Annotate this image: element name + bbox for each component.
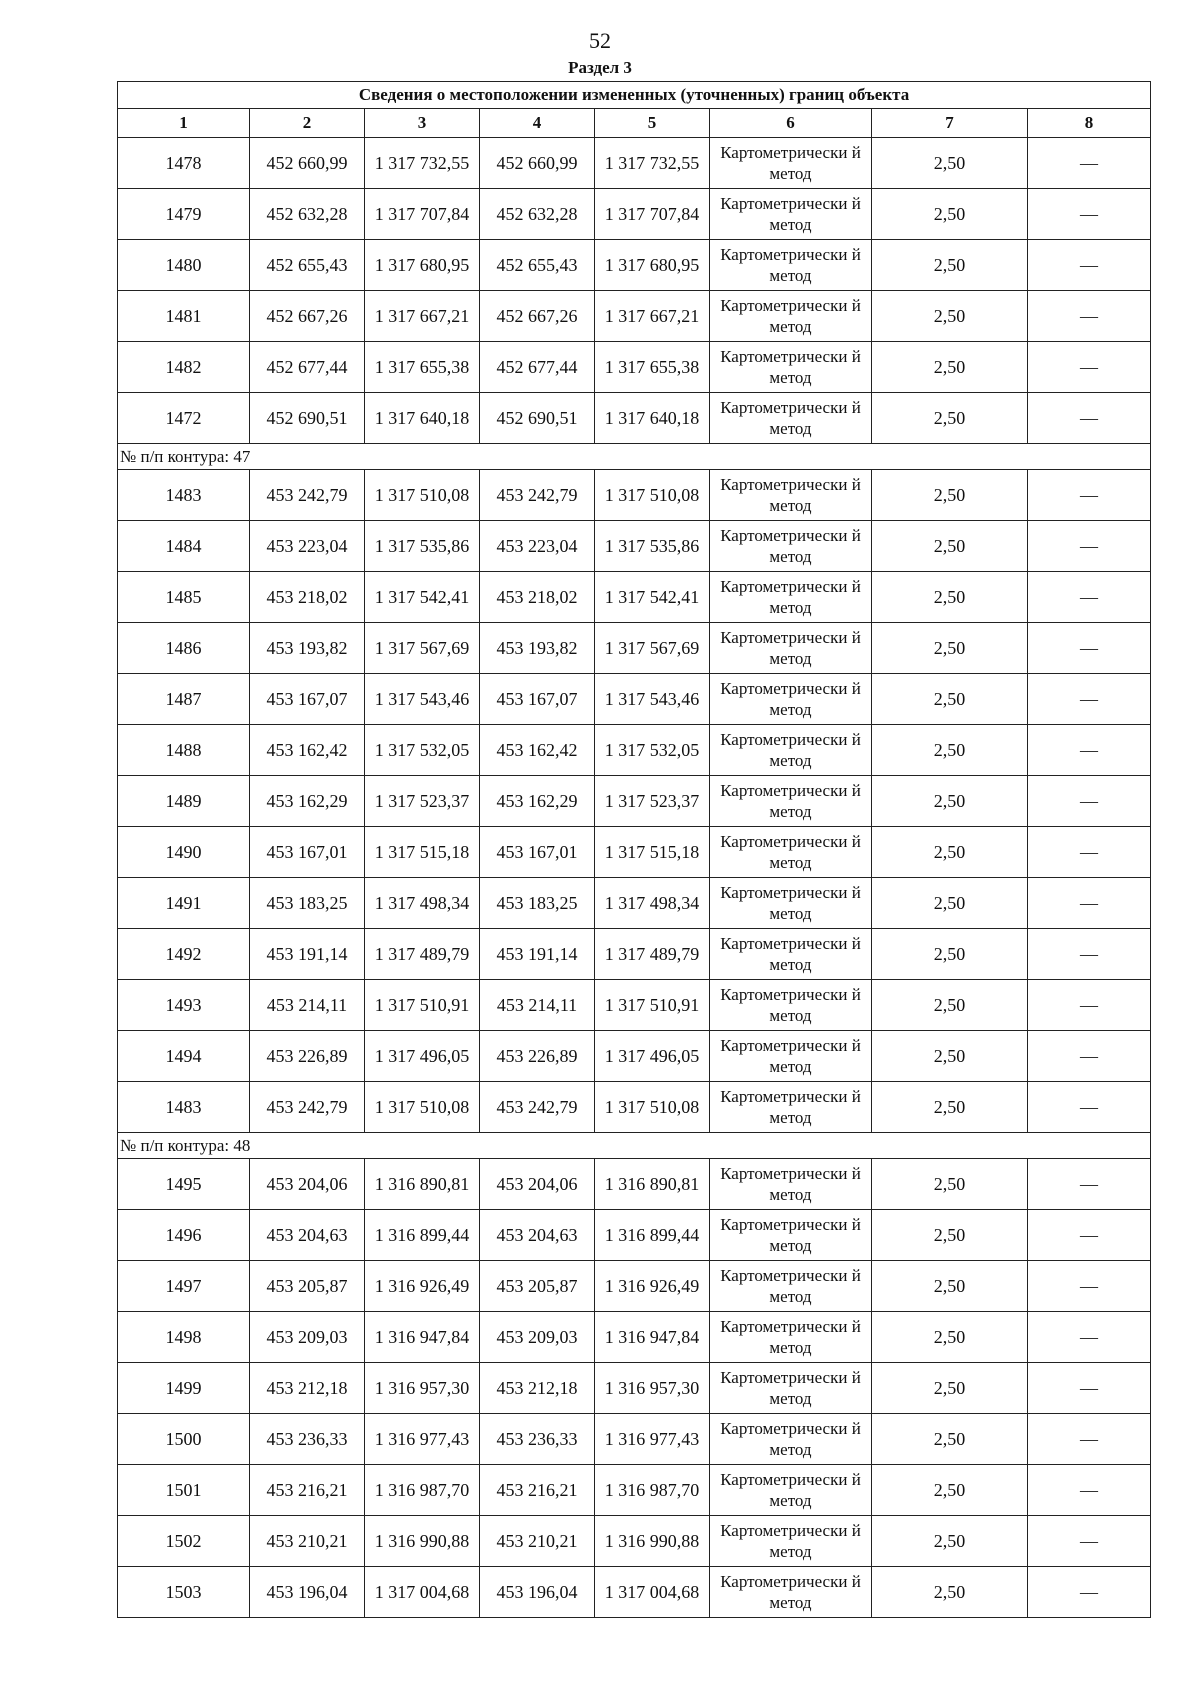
description-cell: — <box>1028 1082 1151 1133</box>
table-row <box>118 470 1151 521</box>
x-new-cell: 453 209,03 <box>480 1312 595 1363</box>
point-number-cell: 1484 <box>118 521 250 572</box>
table-row <box>118 725 1151 776</box>
y-new-cell: 1 317 732,55 <box>595 138 710 189</box>
point-number-cell: 1502 <box>118 1516 250 1567</box>
x-existing-cell: 453 242,79 <box>250 1082 365 1133</box>
accuracy-cell: 2,50 <box>872 1363 1028 1414</box>
point-number-cell: 1492 <box>118 929 250 980</box>
y-existing-cell: 1 316 890,81 <box>365 1159 480 1210</box>
method-cell: Картометрически й метод <box>710 342 872 393</box>
y-existing-cell: 1 317 680,95 <box>365 240 480 291</box>
description-cell: — <box>1028 470 1151 521</box>
point-number-cell: 1486 <box>118 623 250 674</box>
column-number: 1 <box>118 109 250 138</box>
description-cell: — <box>1028 189 1151 240</box>
y-new-cell: 1 316 977,43 <box>595 1414 710 1465</box>
method-cell: Картометрически й метод <box>710 1567 872 1618</box>
x-new-cell: 453 216,21 <box>480 1465 595 1516</box>
x-new-cell: 452 667,26 <box>480 291 595 342</box>
point-number-cell: 1482 <box>118 342 250 393</box>
column-number: 3 <box>365 109 480 138</box>
description-cell: — <box>1028 393 1151 444</box>
accuracy-cell: 2,50 <box>872 623 1028 674</box>
method-cell: Картометрически й метод <box>710 1465 872 1516</box>
x-new-cell: 453 162,42 <box>480 725 595 776</box>
table-row <box>118 827 1151 878</box>
description-cell: — <box>1028 929 1151 980</box>
table-row <box>118 1567 1151 1618</box>
accuracy-cell: 2,50 <box>872 1414 1028 1465</box>
accuracy-cell: 2,50 <box>872 1516 1028 1567</box>
description-cell: — <box>1028 776 1151 827</box>
description-cell: — <box>1028 1312 1151 1363</box>
point-number-cell: 1496 <box>118 1210 250 1261</box>
y-existing-cell: 1 316 987,70 <box>365 1465 480 1516</box>
description-cell: — <box>1028 1210 1151 1261</box>
y-existing-cell: 1 317 532,05 <box>365 725 480 776</box>
y-existing-cell: 1 317 510,91 <box>365 980 480 1031</box>
point-number-cell: 1498 <box>118 1312 250 1363</box>
y-existing-cell: 1 317 667,21 <box>365 291 480 342</box>
y-existing-cell: 1 317 707,84 <box>365 189 480 240</box>
y-new-cell: 1 317 532,05 <box>595 725 710 776</box>
y-new-cell: 1 317 655,38 <box>595 342 710 393</box>
point-number-cell: 1490 <box>118 827 250 878</box>
x-new-cell: 453 214,11 <box>480 980 595 1031</box>
column-number: 2 <box>250 109 365 138</box>
description-cell: — <box>1028 878 1151 929</box>
x-new-cell: 453 196,04 <box>480 1567 595 1618</box>
point-number-cell: 1483 <box>118 1082 250 1133</box>
accuracy-cell: 2,50 <box>872 342 1028 393</box>
table-row <box>118 1363 1151 1414</box>
x-existing-cell: 453 183,25 <box>250 878 365 929</box>
y-new-cell: 1 316 890,81 <box>595 1159 710 1210</box>
point-number-cell: 1503 <box>118 1567 250 1618</box>
x-existing-cell: 453 193,82 <box>250 623 365 674</box>
accuracy-cell: 2,50 <box>872 393 1028 444</box>
accuracy-cell: 2,50 <box>872 291 1028 342</box>
method-cell: Картометрически й метод <box>710 623 872 674</box>
method-cell: Картометрически й метод <box>710 1261 872 1312</box>
table-caption-row <box>118 82 1151 109</box>
y-existing-cell: 1 317 515,18 <box>365 827 480 878</box>
x-existing-cell: 452 677,44 <box>250 342 365 393</box>
accuracy-cell: 2,50 <box>872 1567 1028 1618</box>
x-new-cell: 453 223,04 <box>480 521 595 572</box>
table-row <box>118 291 1151 342</box>
point-number-cell: 1472 <box>118 393 250 444</box>
y-new-cell: 1 316 990,88 <box>595 1516 710 1567</box>
y-new-cell: 1 317 498,34 <box>595 878 710 929</box>
point-number-cell: 1488 <box>118 725 250 776</box>
y-existing-cell: 1 316 990,88 <box>365 1516 480 1567</box>
accuracy-cell: 2,50 <box>872 1159 1028 1210</box>
accuracy-cell: 2,50 <box>872 470 1028 521</box>
y-existing-cell: 1 317 498,34 <box>365 878 480 929</box>
x-new-cell: 453 242,79 <box>480 470 595 521</box>
y-new-cell: 1 317 004,68 <box>595 1567 710 1618</box>
method-cell: Картометрически й метод <box>710 725 872 776</box>
description-cell: — <box>1028 521 1151 572</box>
x-existing-cell: 452 632,28 <box>250 189 365 240</box>
x-existing-cell: 453 162,29 <box>250 776 365 827</box>
x-existing-cell: 453 210,21 <box>250 1516 365 1567</box>
column-number: 4 <box>480 109 595 138</box>
accuracy-cell: 2,50 <box>872 674 1028 725</box>
description-cell: — <box>1028 138 1151 189</box>
y-existing-cell: 1 317 489,79 <box>365 929 480 980</box>
table-row <box>118 929 1151 980</box>
description-cell: — <box>1028 980 1151 1031</box>
method-cell: Картометрически й метод <box>710 521 872 572</box>
accuracy-cell: 2,50 <box>872 138 1028 189</box>
accuracy-cell: 2,50 <box>872 521 1028 572</box>
y-existing-cell: 1 317 004,68 <box>365 1567 480 1618</box>
x-existing-cell: 453 205,87 <box>250 1261 365 1312</box>
accuracy-cell: 2,50 <box>872 1465 1028 1516</box>
y-new-cell: 1 317 543,46 <box>595 674 710 725</box>
y-new-cell: 1 317 707,84 <box>595 189 710 240</box>
y-existing-cell: 1 317 655,38 <box>365 342 480 393</box>
x-existing-cell: 453 204,63 <box>250 1210 365 1261</box>
table-row <box>118 572 1151 623</box>
column-number-row <box>118 109 1151 138</box>
y-new-cell: 1 317 510,91 <box>595 980 710 1031</box>
x-existing-cell: 453 212,18 <box>250 1363 365 1414</box>
description-cell: — <box>1028 1414 1151 1465</box>
point-number-cell: 1480 <box>118 240 250 291</box>
column-number: 5 <box>595 109 710 138</box>
y-existing-cell: 1 316 977,43 <box>365 1414 480 1465</box>
contour-header-row <box>118 444 1151 470</box>
y-existing-cell: 1 317 732,55 <box>365 138 480 189</box>
table-row <box>118 240 1151 291</box>
y-new-cell: 1 316 899,44 <box>595 1210 710 1261</box>
point-number-cell: 1499 <box>118 1363 250 1414</box>
y-new-cell: 1 317 667,21 <box>595 291 710 342</box>
description-cell: — <box>1028 725 1151 776</box>
point-number-cell: 1495 <box>118 1159 250 1210</box>
x-new-cell: 453 205,87 <box>480 1261 595 1312</box>
x-existing-cell: 453 204,06 <box>250 1159 365 1210</box>
method-cell: Картометрически й метод <box>710 929 872 980</box>
y-existing-cell: 1 316 947,84 <box>365 1312 480 1363</box>
table-row <box>118 1031 1151 1082</box>
table-row <box>118 1414 1151 1465</box>
y-new-cell: 1 316 926,49 <box>595 1261 710 1312</box>
method-cell: Картометрически й метод <box>710 393 872 444</box>
method-cell: Картометрически й метод <box>710 1082 872 1133</box>
table-row <box>118 980 1151 1031</box>
table-row <box>118 342 1151 393</box>
y-existing-cell: 1 317 496,05 <box>365 1031 480 1082</box>
accuracy-cell: 2,50 <box>872 1210 1028 1261</box>
point-number-cell: 1478 <box>118 138 250 189</box>
x-new-cell: 453 204,63 <box>480 1210 595 1261</box>
x-existing-cell: 453 214,11 <box>250 980 365 1031</box>
table-row <box>118 393 1151 444</box>
y-new-cell: 1 317 515,18 <box>595 827 710 878</box>
x-new-cell: 453 226,89 <box>480 1031 595 1082</box>
accuracy-cell: 2,50 <box>872 878 1028 929</box>
description-cell: — <box>1028 674 1151 725</box>
table-row <box>118 1312 1151 1363</box>
y-existing-cell: 1 317 567,69 <box>365 623 480 674</box>
x-existing-cell: 453 223,04 <box>250 521 365 572</box>
y-existing-cell: 1 317 542,41 <box>365 572 480 623</box>
page-number: 52 <box>589 28 611 53</box>
contour-label: № п/п контура: 47 <box>118 444 1151 470</box>
y-existing-cell: 1 317 523,37 <box>365 776 480 827</box>
y-new-cell: 1 317 523,37 <box>595 776 710 827</box>
x-existing-cell: 453 209,03 <box>250 1312 365 1363</box>
method-cell: Картометрически й метод <box>710 1312 872 1363</box>
x-new-cell: 453 218,02 <box>480 572 595 623</box>
accuracy-cell: 2,50 <box>872 1261 1028 1312</box>
accuracy-cell: 2,50 <box>872 1082 1028 1133</box>
method-cell: Картометрически й метод <box>710 1210 872 1261</box>
accuracy-cell: 2,50 <box>872 1031 1028 1082</box>
x-new-cell: 453 193,82 <box>480 623 595 674</box>
table-row <box>118 1261 1151 1312</box>
x-existing-cell: 453 236,33 <box>250 1414 365 1465</box>
accuracy-cell: 2,50 <box>872 572 1028 623</box>
x-new-cell: 453 204,06 <box>480 1159 595 1210</box>
contour-header-row <box>118 1133 1151 1159</box>
accuracy-cell: 2,50 <box>872 980 1028 1031</box>
description-cell: — <box>1028 1465 1151 1516</box>
coordinates-table <box>117 81 1151 1618</box>
table-row <box>118 878 1151 929</box>
x-existing-cell: 452 690,51 <box>250 393 365 444</box>
method-cell: Картометрически й метод <box>710 240 872 291</box>
description-cell: — <box>1028 1363 1151 1414</box>
x-existing-cell: 453 167,07 <box>250 674 365 725</box>
x-new-cell: 453 242,79 <box>480 1082 595 1133</box>
x-new-cell: 452 632,28 <box>480 189 595 240</box>
y-new-cell: 1 317 640,18 <box>595 393 710 444</box>
y-existing-cell: 1 316 926,49 <box>365 1261 480 1312</box>
method-cell: Картометрически й метод <box>710 138 872 189</box>
description-cell: — <box>1028 1031 1151 1082</box>
table-row <box>118 1210 1151 1261</box>
point-number-cell: 1485 <box>118 572 250 623</box>
description-cell: — <box>1028 572 1151 623</box>
accuracy-cell: 2,50 <box>872 1312 1028 1363</box>
description-cell: — <box>1028 827 1151 878</box>
y-existing-cell: 1 317 510,08 <box>365 470 480 521</box>
table-row <box>118 776 1151 827</box>
point-number-cell: 1500 <box>118 1414 250 1465</box>
method-cell: Картометрически й метод <box>710 878 872 929</box>
x-existing-cell: 453 191,14 <box>250 929 365 980</box>
x-new-cell: 453 167,07 <box>480 674 595 725</box>
accuracy-cell: 2,50 <box>872 929 1028 980</box>
description-cell: — <box>1028 623 1151 674</box>
section-title: Раздел 3 <box>568 58 632 77</box>
y-existing-cell: 1 317 543,46 <box>365 674 480 725</box>
x-new-cell: 453 167,01 <box>480 827 595 878</box>
description-cell: — <box>1028 1261 1151 1312</box>
y-new-cell: 1 317 567,69 <box>595 623 710 674</box>
accuracy-cell: 2,50 <box>872 189 1028 240</box>
accuracy-cell: 2,50 <box>872 776 1028 827</box>
method-cell: Картометрически й метод <box>710 776 872 827</box>
y-existing-cell: 1 317 510,08 <box>365 1082 480 1133</box>
accuracy-cell: 2,50 <box>872 827 1028 878</box>
method-cell: Картометрически й метод <box>710 470 872 521</box>
point-number-cell: 1489 <box>118 776 250 827</box>
y-existing-cell: 1 317 640,18 <box>365 393 480 444</box>
contour-label: № п/п контура: 48 <box>118 1133 1151 1159</box>
y-new-cell: 1 317 680,95 <box>595 240 710 291</box>
column-number: 6 <box>710 109 872 138</box>
table-caption: Сведения о местоположении измененных (уточненных) границ объекта <box>118 82 1151 109</box>
y-existing-cell: 1 316 957,30 <box>365 1363 480 1414</box>
table-row <box>118 1159 1151 1210</box>
table-row <box>118 521 1151 572</box>
table-row <box>118 138 1151 189</box>
point-number-cell: 1481 <box>118 291 250 342</box>
method-cell: Картометрически й метод <box>710 674 872 725</box>
x-existing-cell: 453 242,79 <box>250 470 365 521</box>
point-number-cell: 1493 <box>118 980 250 1031</box>
x-new-cell: 453 191,14 <box>480 929 595 980</box>
y-new-cell: 1 317 542,41 <box>595 572 710 623</box>
x-existing-cell: 452 655,43 <box>250 240 365 291</box>
point-number-cell: 1494 <box>118 1031 250 1082</box>
x-new-cell: 453 210,21 <box>480 1516 595 1567</box>
method-cell: Картометрически й метод <box>710 189 872 240</box>
table-body <box>118 138 1151 1618</box>
x-existing-cell: 453 162,42 <box>250 725 365 776</box>
y-new-cell: 1 316 957,30 <box>595 1363 710 1414</box>
method-cell: Картометрически й метод <box>710 1159 872 1210</box>
method-cell: Картометрически й метод <box>710 1516 872 1567</box>
description-cell: — <box>1028 342 1151 393</box>
method-cell: Картометрически й метод <box>710 827 872 878</box>
y-new-cell: 1 317 510,08 <box>595 470 710 521</box>
method-cell: Картометрически й метод <box>710 1363 872 1414</box>
description-cell: — <box>1028 1159 1151 1210</box>
y-new-cell: 1 316 987,70 <box>595 1465 710 1516</box>
point-number-cell: 1501 <box>118 1465 250 1516</box>
method-cell: Картометрически й метод <box>710 1414 872 1465</box>
point-number-cell: 1479 <box>118 189 250 240</box>
column-number: 7 <box>872 109 1028 138</box>
y-new-cell: 1 317 489,79 <box>595 929 710 980</box>
y-existing-cell: 1 317 535,86 <box>365 521 480 572</box>
x-existing-cell: 452 660,99 <box>250 138 365 189</box>
point-number-cell: 1487 <box>118 674 250 725</box>
x-new-cell: 452 690,51 <box>480 393 595 444</box>
x-existing-cell: 453 196,04 <box>250 1567 365 1618</box>
x-existing-cell: 453 216,21 <box>250 1465 365 1516</box>
x-new-cell: 453 236,33 <box>480 1414 595 1465</box>
table-row <box>118 623 1151 674</box>
method-cell: Картометрически й метод <box>710 1031 872 1082</box>
y-new-cell: 1 316 947,84 <box>595 1312 710 1363</box>
method-cell: Картометрически й метод <box>710 291 872 342</box>
table-row <box>118 189 1151 240</box>
method-cell: Картометрически й метод <box>710 980 872 1031</box>
y-new-cell: 1 317 510,08 <box>595 1082 710 1133</box>
method-cell: Картометрически й метод <box>710 572 872 623</box>
x-new-cell: 452 677,44 <box>480 342 595 393</box>
column-number: 8 <box>1028 109 1151 138</box>
y-new-cell: 1 317 535,86 <box>595 521 710 572</box>
x-existing-cell: 453 167,01 <box>250 827 365 878</box>
table-row <box>118 1516 1151 1567</box>
y-new-cell: 1 317 496,05 <box>595 1031 710 1082</box>
x-existing-cell: 453 218,02 <box>250 572 365 623</box>
table-row <box>118 1082 1151 1133</box>
description-cell: — <box>1028 1567 1151 1618</box>
y-existing-cell: 1 316 899,44 <box>365 1210 480 1261</box>
accuracy-cell: 2,50 <box>872 240 1028 291</box>
description-cell: — <box>1028 1516 1151 1567</box>
point-number-cell: 1497 <box>118 1261 250 1312</box>
point-number-cell: 1491 <box>118 878 250 929</box>
description-cell: — <box>1028 240 1151 291</box>
x-new-cell: 453 183,25 <box>480 878 595 929</box>
x-new-cell: 453 212,18 <box>480 1363 595 1414</box>
x-existing-cell: 452 667,26 <box>250 291 365 342</box>
accuracy-cell: 2,50 <box>872 725 1028 776</box>
description-cell: — <box>1028 291 1151 342</box>
x-new-cell: 452 655,43 <box>480 240 595 291</box>
x-new-cell: 452 660,99 <box>480 138 595 189</box>
x-existing-cell: 453 226,89 <box>250 1031 365 1082</box>
x-new-cell: 453 162,29 <box>480 776 595 827</box>
table-row <box>118 1465 1151 1516</box>
point-number-cell: 1483 <box>118 470 250 521</box>
table-row <box>118 674 1151 725</box>
